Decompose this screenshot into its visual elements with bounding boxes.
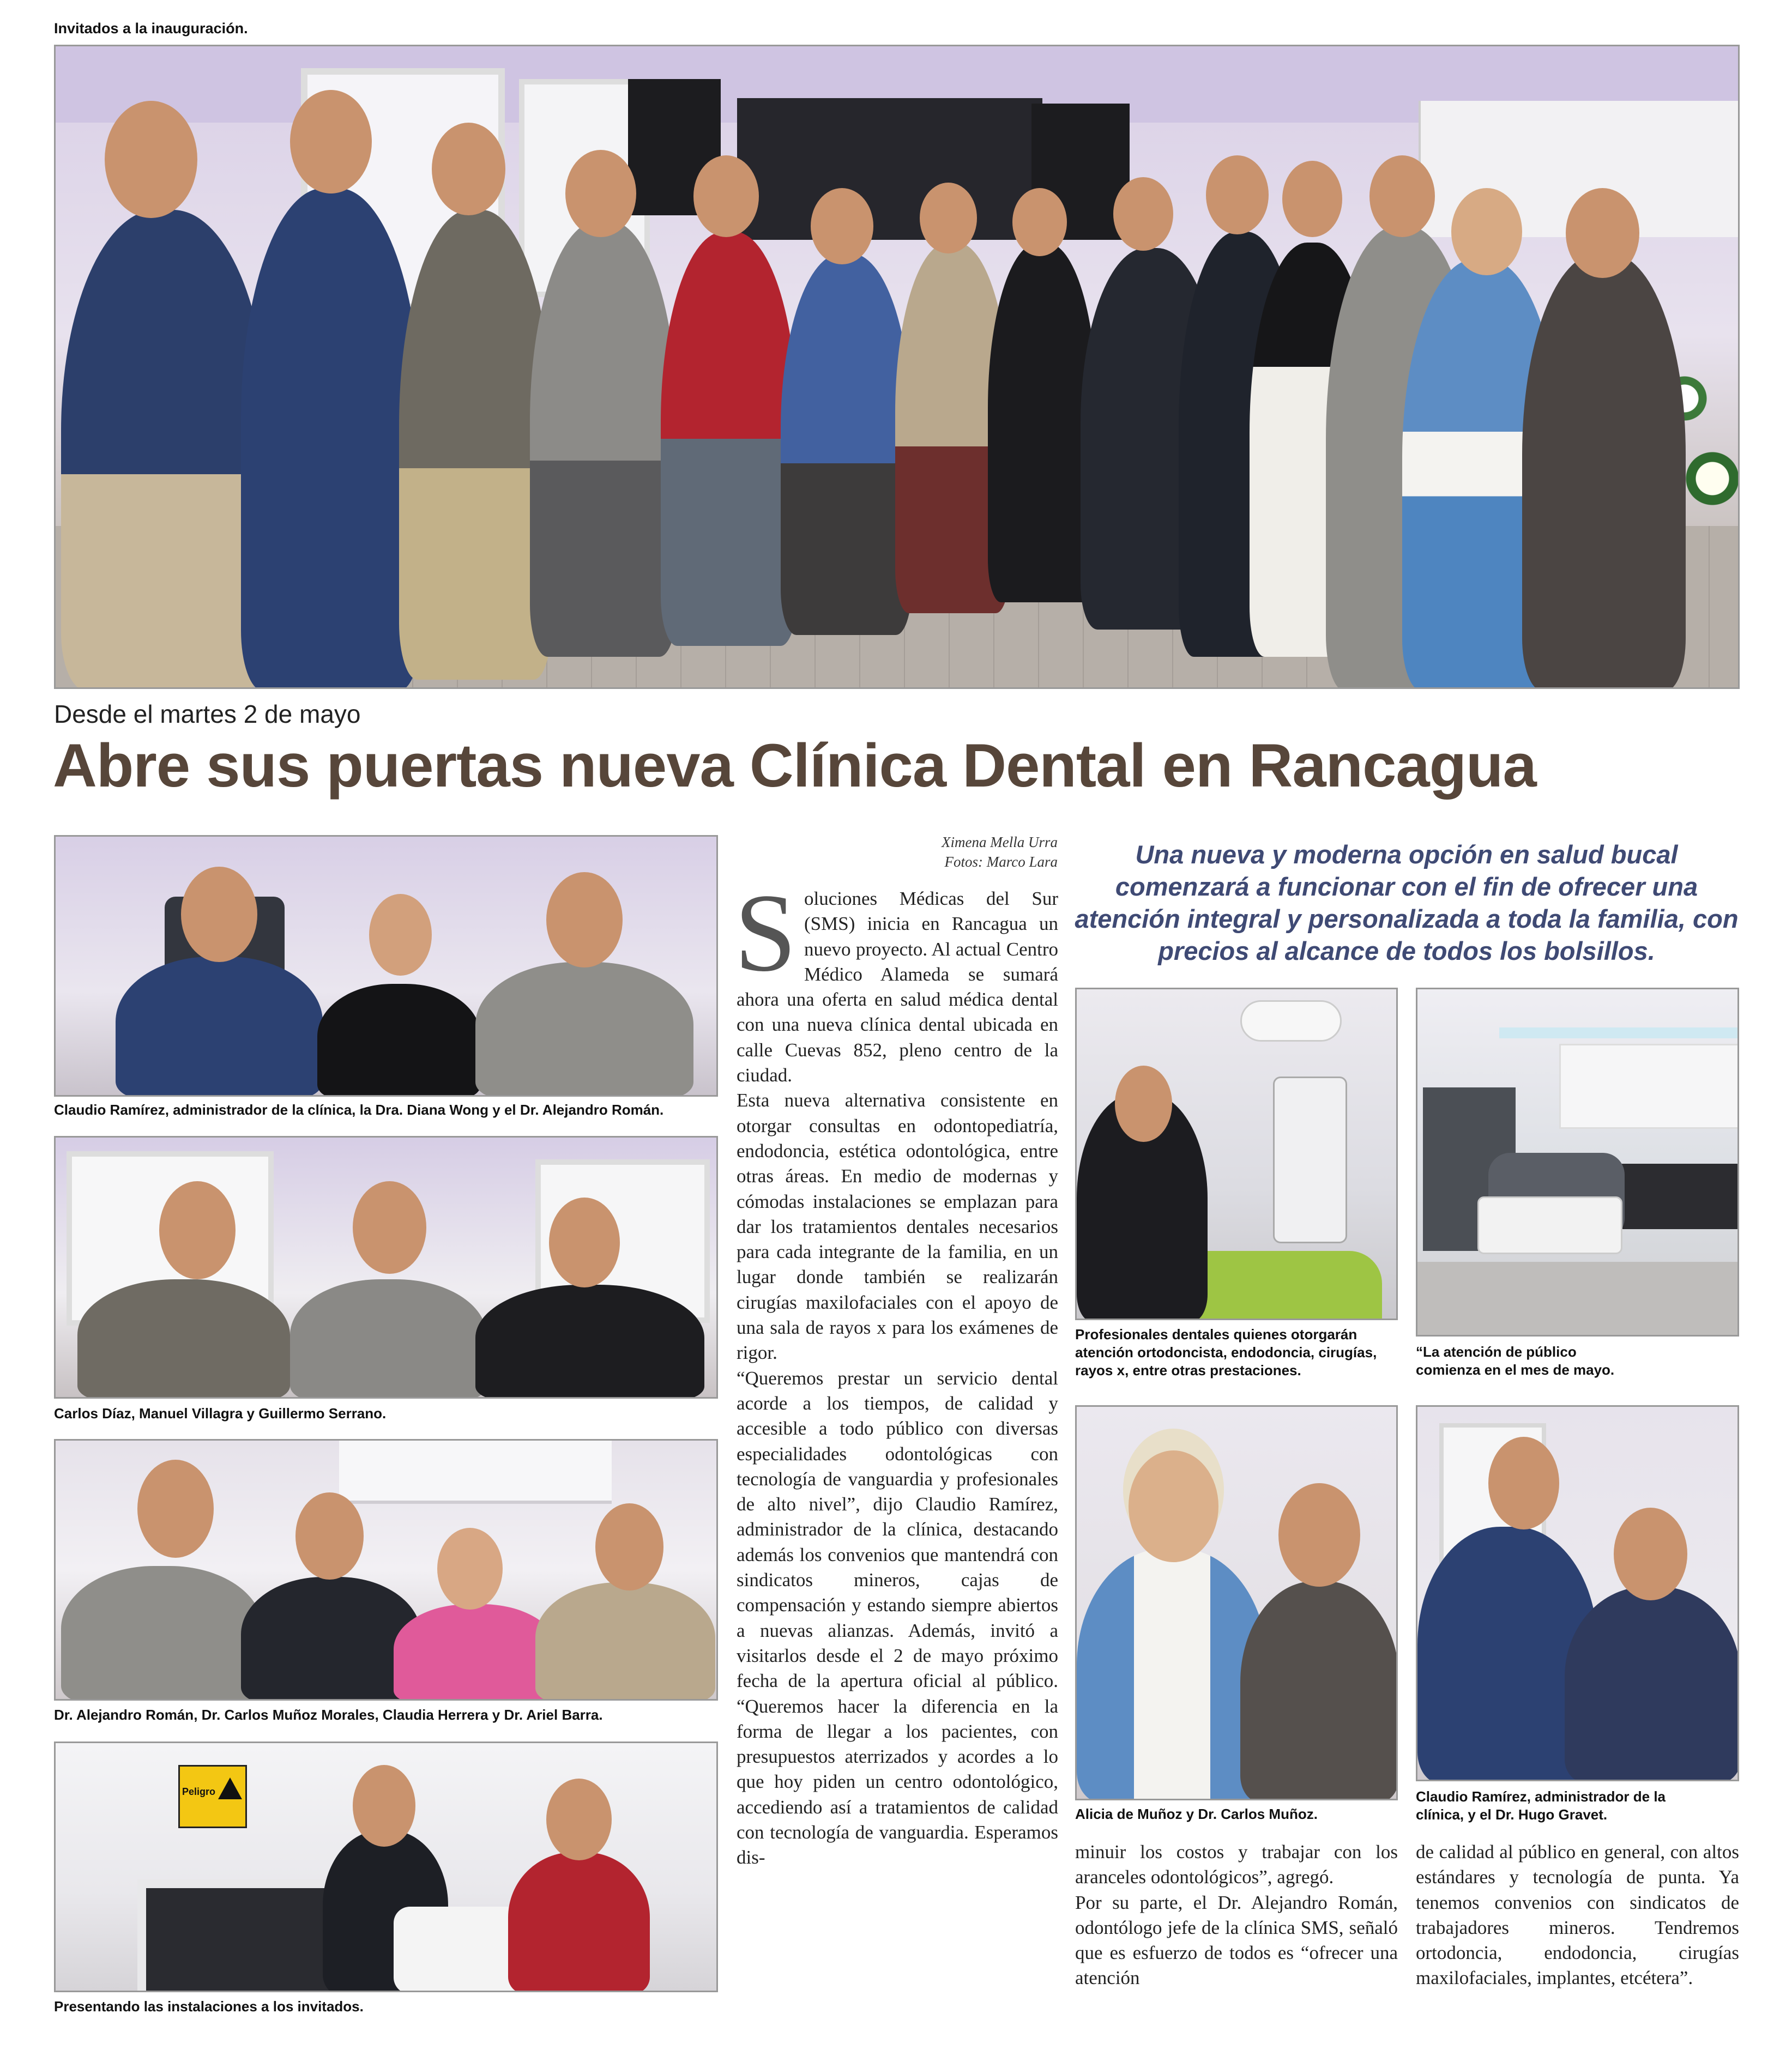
article-paragraph-1: oluciones Médicas del Sur (SMS) inicia en Rancagua un nuevo proyecto. Al actual Centro Médico Alameda se sumará ahora una oferta en salud médica dental con una nueva clínica dental ubicada en calle Cuevas 852, pleno centro de la ciudad. [737, 888, 1058, 1086]
guest-head-5 [693, 155, 759, 237]
guest-head-12 [1369, 155, 1435, 237]
guest-navy-vest [61, 210, 268, 689]
article-paragraph-3: “Queremos prestar un servicio dental acorde a los tiempos, de calidad y accesible a todo público con diversas especialidades odontológicas con tecnología de vanguardia y profesionales de alto nivel”, dijo Claudio Ramírez, administrador de la clínica, destacando además los convenios que mantendrá con sindicatos mineros, cajas de compensación y estando siempre abiertos a nuevas alianzas. Además, invitó a visitarlos desde el 2 de mayo próximo fecha de la apertura oficial al público. “Queremos hacer la diferencia en la forma de llegar a los pacientes, con presupuestos aterrizados y acordes a lo que hoy piden un centro odontológico, accediendo así a tratamientos de calidad con tecnología de vanguardia. Esperamos dis- [737, 1367, 1058, 1869]
villagra-head [353, 1181, 426, 1274]
gravet-head [1614, 1508, 1687, 1600]
photo-presentando [54, 1742, 718, 1992]
diaz-head [159, 1181, 236, 1279]
dentist-head [1115, 1066, 1172, 1142]
guest-suit-red-tie [241, 188, 421, 689]
serrano-head [549, 1198, 620, 1287]
guest-head-6 [811, 188, 873, 264]
article-column-3 [1416, 1840, 1739, 1991]
roman-head [546, 872, 623, 968]
munoz-head [295, 1492, 364, 1580]
byline-author: Ximena Mella Urra [942, 834, 1058, 850]
guest-red-head [546, 1779, 612, 1860]
ramirez-head-2 [1488, 1437, 1559, 1529]
gravet-gray-vest [1565, 1587, 1739, 1781]
caption-ramirez-wong-roman: Claudio Ramírez, administrador de la clínica, la Dra. Diana Wong y el Dr. Alejandro Román. [54, 1102, 664, 1118]
barra-beige-suit [535, 1582, 715, 1701]
ramirez-suit [116, 957, 323, 1097]
guest-head-3 [432, 123, 505, 215]
roman-gray-suit-2 [61, 1566, 263, 1701]
article-paragraph-6: de calidad al público en general, con altos estándares y tecnología de punta. Ya tenemos convenios con sindicatos de trabajadores mineros. Tendremos ortodoncia, endodoncia, cirugías maxilofaciales, implantes, etcétera”. [1416, 1841, 1739, 1989]
headline: Abre sus puertas nueva Clínica Dental en Rancagua [53, 731, 1536, 800]
kicker: Desde el martes 2 de mayo [54, 700, 361, 728]
top-photo-label: Invitados a la inauguración. [54, 20, 248, 37]
photo-alicia-munoz [1075, 1405, 1398, 1800]
caption-alicia-munoz: Alicia de Muñoz y Dr. Carlos Muñoz. [1075, 1806, 1318, 1822]
article-paragraph-4: minuir los costos y trabajar con los aranceles odontológicos”, agregó. [1075, 1841, 1398, 1888]
warning-sign-text: Peligro [182, 1786, 216, 1797]
main-group-photo [54, 45, 1740, 689]
dental-unit [1273, 1077, 1347, 1243]
photo-roman-munoz-herrera-barra [54, 1439, 718, 1701]
presenter-head [353, 1765, 415, 1847]
caption-profesionales: Profesionales dentales quienes otorgarán atención ortodoncista, endodoncia, cirugías, rayos x, entre otras prestaciones. [1075, 1326, 1377, 1378]
guest-gray-jacket [530, 221, 677, 657]
serrano-leather-jacket [475, 1285, 704, 1399]
warning-sign [178, 1765, 247, 1828]
photo-profesionales [1075, 988, 1398, 1320]
wall-cabinets [1559, 1044, 1739, 1129]
caption-ramirez-gravet: Claudio Ramírez, administrador de la clínica, y el Dr. Hugo Gravet. [1416, 1788, 1666, 1823]
guest-head-8 [1012, 188, 1067, 256]
floor-gray [1417, 1262, 1739, 1337]
tv-screen [737, 98, 1042, 240]
guest-head-9 [1113, 177, 1173, 251]
roman-head-2 [137, 1460, 214, 1558]
photo-diaz-villagra-serrano [54, 1136, 718, 1399]
caption-diaz-villagra-serrano: Carlos Díaz, Manuel Villagra y Guillermo Serrano. [54, 1405, 387, 1422]
munoz-gray-suit [1240, 1581, 1398, 1800]
dropcap: S [734, 871, 797, 995]
photo-ramirez-wong-roman [54, 835, 718, 1097]
guest-gray-blazer [399, 210, 552, 680]
lead-deck: Una nueva y moderna opción en salud bucal comenzará a funcionar con el fin de ofrecer una atención integral y personalizada a toda la familia, con precios al alcance de todos los bolsillos. [1075, 840, 1739, 965]
guest-head-14 [1566, 188, 1639, 278]
guest-head-7 [920, 183, 977, 253]
guest-head-2 [290, 90, 372, 194]
article-paragraph-5: Por su parte, el Dr. Alejandro Román, odontólogo jefe de la clínica SMS, señaló que es esfuerzo de todos es “ofrecer una atención [1075, 1891, 1398, 1989]
guest-brown-suit-elder [1522, 253, 1686, 689]
article-column-2 [1075, 1840, 1398, 1991]
munoz-head-2 [1278, 1483, 1360, 1587]
barra-head [595, 1503, 663, 1591]
alicia-head [1129, 1450, 1218, 1562]
wong-head [369, 894, 432, 976]
guest-head-11 [1282, 161, 1342, 237]
ceiling-led [1499, 1027, 1739, 1038]
warning-sign-triangle [218, 1777, 242, 1799]
caption-presentando: Presentando las instalaciones a los invitados. [54, 1998, 364, 2015]
ceiling-panel [339, 1441, 612, 1504]
guest-head-13 [1451, 188, 1522, 275]
caption-roman-munoz-herrera-barra: Dr. Alejandro Román, Dr. Carlos Muñoz Morales, Claudia Herrera y Dr. Ariel Barra. [54, 1707, 603, 1723]
diaz-gray-jacket [77, 1279, 290, 1399]
dental-lamp [1240, 1000, 1342, 1042]
guest-head-10 [1206, 155, 1269, 234]
photo-ramirez-gravet [1416, 1405, 1739, 1781]
tray-unit [1477, 1196, 1622, 1254]
guest-red-sweater [661, 232, 797, 646]
article-paragraph-2: Esta nueva alternativa consistente en otorgar consultas en odontopediatría, endodoncia, estética odontológica, entre otras áreas. En medio de modernas y cómodas instalaciones se emplazan para dar los tratamientos dentales necesarios para cada integrante de la familia, en un lugar donde también se realizarán cirugías maxilofaciales con el apoyo de una sala de rayos x para los exámenes de rigor. [737, 1090, 1058, 1364]
herrera-head [437, 1528, 503, 1610]
wong-black-dress [317, 984, 481, 1097]
herrera-pink-blazer [394, 1604, 557, 1701]
guest-elder-blue-blazer [781, 253, 912, 635]
guest-head-1 [105, 101, 197, 218]
villagra-gray-jacket [290, 1279, 486, 1399]
caption-atencion: “La atención de público comienza en el mes de mayo. [1416, 1344, 1615, 1378]
ramirez-head [181, 867, 257, 962]
alicia-blue-blouse [1077, 1549, 1268, 1800]
guest-head-4 [565, 150, 636, 237]
roman-gray-suit [475, 962, 693, 1097]
article-column-1 [734, 871, 1058, 1871]
photo-atencion [1416, 988, 1739, 1337]
byline-photos: Fotos: Marco Lara [944, 854, 1058, 870]
guest-red-sweater-2 [508, 1852, 650, 1992]
